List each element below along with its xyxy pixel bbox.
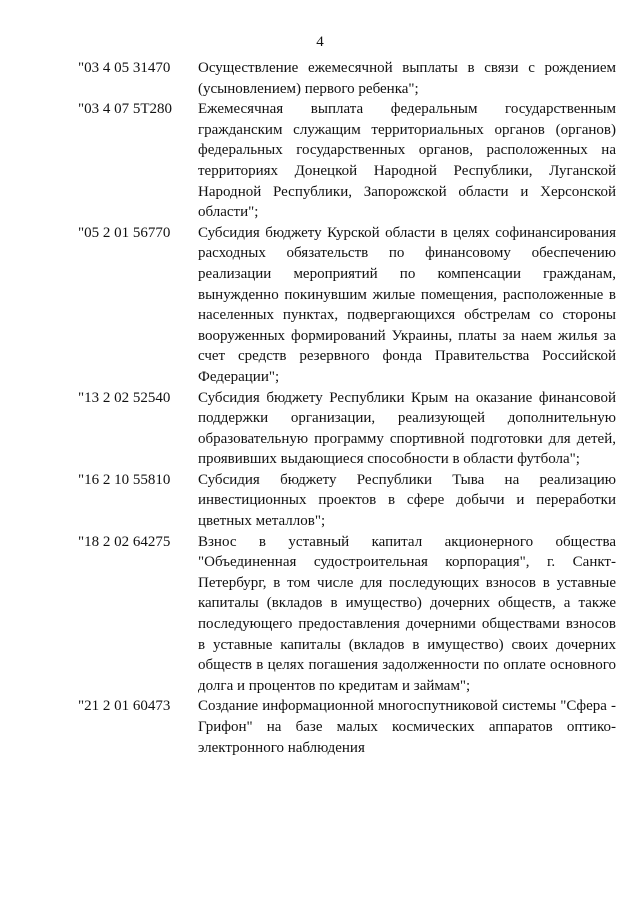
budget-description: Субсидия бюджету Курской области в целях софинансирования расходных обязательств по финансовому обеспечению реализации мероприятий по компенсации гражданам, вынужденно покинувшим жилые помещения, расположенные в населенных пунктах, подвергающихся обстрелам со стороны вооруженных формирований Украины, платы за наем жилья за счет средств резервного фонда Правительства Российской Федерации";: [198, 224, 616, 385]
budget-code: "03 4 07 5Т280: [78, 101, 173, 118]
budget-code: "18 2 02 64275: [78, 533, 171, 550]
list-item: [78, 388, 616, 470]
budget-code: "21 2 01 60473: [78, 698, 171, 715]
budget-description: Взнос в уставный капитал акционерного общества "Объединенная судостроительная корпорация", г. Санкт-Петербург, в том числе для последующих взносов в уставные капиталы (вкладов в имущество) дочерних обществ, а также последующего предоставления дочерними обществами взносов в уставные капиталы (вкладов в имущество) своих дочерних обществ в целях погашения задолженности по оплате основного долга и процентов по кредитам и займам";: [198, 533, 616, 694]
list-item: [78, 99, 616, 223]
budget-description: Создание информационной многоспутниковой системы "Сфера - Грифон" на базе малых космических аппаратов оптико-электронного наблюдения: [198, 698, 616, 756]
budget-code: "16 2 10 55810: [78, 471, 171, 488]
budget-code-list: [78, 58, 616, 758]
list-item: [78, 696, 616, 758]
budget-code: "13 2 02 52540: [78, 389, 171, 406]
list-item: [78, 223, 616, 388]
budget-description: Ежемесячная выплата федеральным государственным гражданским служащим территориальных органов (органов) федеральных государственных органов, расположенных на территориях Донецкой Народной Республики, Луганской Народной Республики, Запорожской области и Херсонской области";: [198, 101, 616, 221]
page-number: 4: [316, 34, 324, 50]
budget-description: Субсидия бюджету Республики Крым на оказание финансовой поддержки организации, реализующей дополнительную образовательную программу спортивной подготовки для детей, проявивших выдающиеся способности в области футбола";: [198, 389, 616, 468]
list-item: [78, 532, 616, 697]
list-item: [78, 58, 616, 99]
budget-code: "05 2 01 56770: [78, 224, 171, 241]
budget-code: "03 4 05 31470: [78, 60, 171, 76]
budget-description: Осуществление ежемесячной выплаты в связи с рождением (усыновлением) первого ребенка";: [198, 60, 616, 97]
budget-description: Субсидия бюджету Республики Тыва на реализацию инвестиционных проектов в сфере добычи и переработки цветных металлов";: [198, 471, 616, 530]
list-item: [78, 470, 616, 532]
